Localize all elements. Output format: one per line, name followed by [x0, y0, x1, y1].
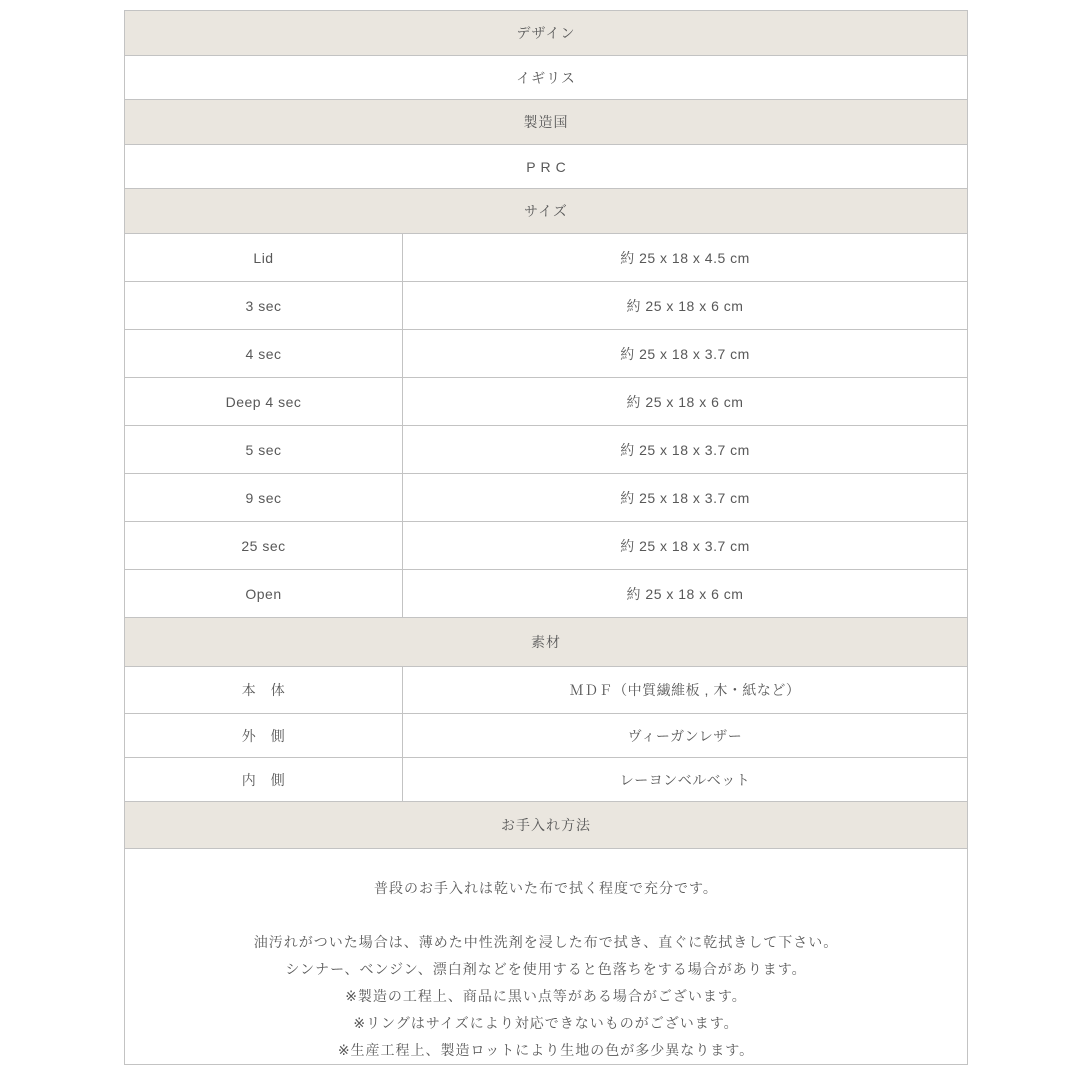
size-label: Lid	[125, 234, 403, 281]
design-value: イギリス	[125, 56, 967, 100]
size-row-lid	[125, 234, 967, 282]
size-row-4sec	[125, 330, 967, 378]
size-value: 約 25 x 18 x 4.5 cm	[620, 249, 750, 266]
section-header-size: サイズ	[125, 189, 967, 234]
size-row-deep4sec	[125, 378, 967, 426]
care-note-line: ※製造の工程上、商品に黒い点等がある場合がございます。	[345, 988, 747, 1004]
material-row-body	[125, 667, 967, 714]
country-value	[125, 145, 967, 189]
section-header-country: 製造国	[125, 100, 967, 145]
size-value: 約 25 x 18 x 6 cm	[626, 585, 744, 602]
size-label: 4 sec	[125, 330, 403, 377]
care-intro-line: 普段のお手入れは乾いた布で拭く程度で充分です。	[374, 880, 718, 896]
section-header-care: お手入れ方法	[125, 802, 967, 849]
section-header-design: デザイン	[125, 11, 967, 56]
size-value: 約 25 x 18 x 3.7 cm	[620, 345, 750, 362]
care-notes	[125, 929, 967, 1064]
size-row-3sec	[125, 282, 967, 330]
size-row-5sec	[125, 426, 967, 474]
size-row-9sec	[125, 474, 967, 522]
material-row-outside	[125, 714, 967, 758]
product-spec-table	[124, 10, 968, 1065]
material-value: ＭＤＦ（中質繊維板 , 木・紙など）	[569, 682, 801, 698]
material-row-inside	[125, 758, 967, 802]
size-value: 約 25 x 18 x 6 cm	[626, 297, 744, 314]
material-value: ヴィーガンレザー	[627, 727, 743, 744]
size-value: 約 25 x 18 x 3.7 cm	[620, 537, 750, 554]
care-note-line: ※生産工程上、製造ロットにより生地の色が多少異なります。	[337, 1042, 755, 1058]
size-value: 約 25 x 18 x 6 cm	[626, 393, 744, 410]
size-value: 約 25 x 18 x 3.7 cm	[620, 489, 750, 506]
size-row-open	[125, 570, 967, 618]
country-value-text: PRC	[526, 158, 571, 175]
size-label: 3 sec	[125, 282, 403, 329]
material-label: 本 体	[125, 667, 403, 713]
care-instructions	[125, 849, 967, 1064]
size-label: Open	[125, 570, 403, 617]
section-header-material: 素材	[125, 618, 967, 667]
size-label: Deep 4 sec	[125, 378, 403, 425]
care-note-line: ※リングはサイズにより対応できないものがございます。	[353, 1015, 739, 1031]
care-note-line: 油汚れがついた場合は、薄めた中性洗剤を浸した布で拭き、直ぐに乾拭きして下さい。	[253, 934, 839, 950]
size-value: 約 25 x 18 x 3.7 cm	[620, 441, 750, 458]
size-label: 5 sec	[125, 426, 403, 473]
material-value: レーヨンベルベット	[619, 771, 751, 788]
care-note-line: シンナー、ベンジン、漂白剤などを使用すると色落ちをする場合があります。	[285, 961, 807, 977]
size-label: 9 sec	[125, 474, 403, 521]
size-label: 25 sec	[125, 522, 403, 569]
size-row-25sec	[125, 522, 967, 570]
material-label: 外 側	[125, 714, 403, 757]
material-label: 内 側	[125, 758, 403, 801]
